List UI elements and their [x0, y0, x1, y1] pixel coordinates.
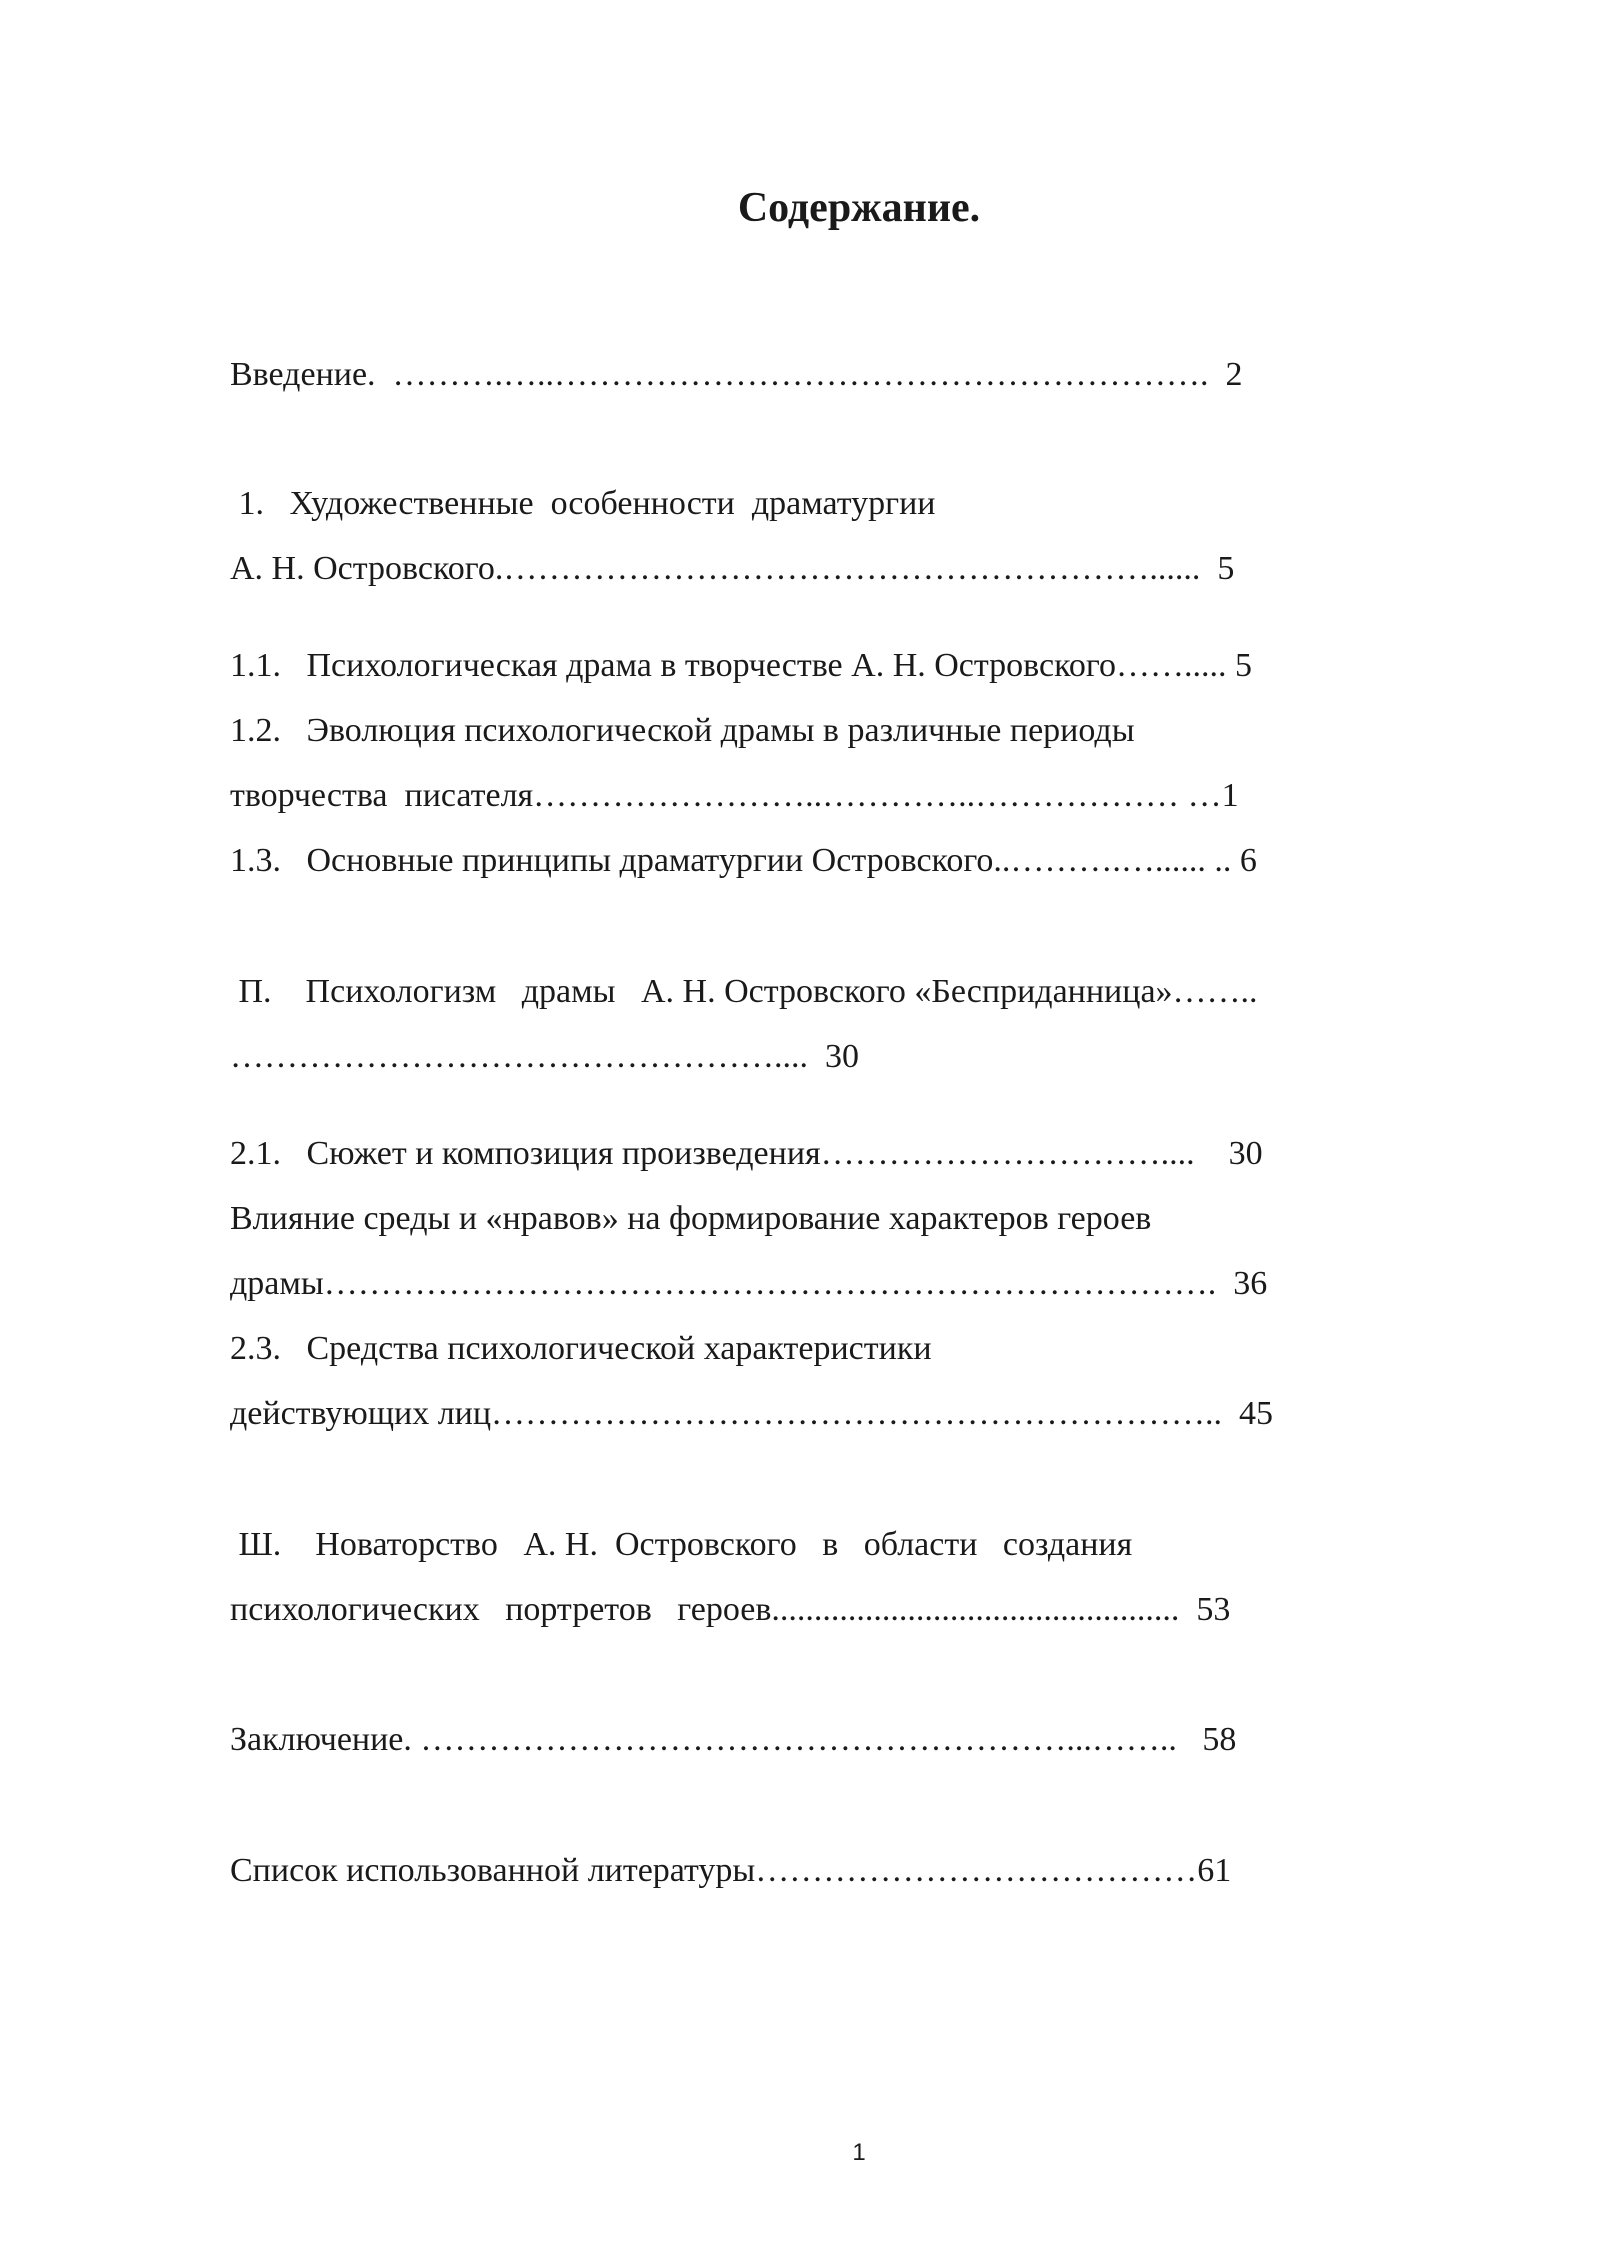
- toc-entry-section-2-2-continued: драмы……………………………………………………………………. 36: [230, 1265, 1268, 1302]
- toc-entry-section-1-1: 1.1. Психологическая драма в творчестве А. Н. Островского……..... 5: [230, 647, 1253, 684]
- toc-entry-section-1-2-title: 1.2. Эволюция психологической драмы в различные периоды: [230, 712, 1135, 749]
- toc-entry-chapter-1-continued: А. Н. Островского.…………………………………………………...... 5: [230, 550, 1235, 587]
- toc-entry-intro: Введение. ……….…..…………………………………………………. 2: [230, 356, 1243, 393]
- toc-entry-section-1-3: 1.3. Основные принципы драматургии Островского..……….…...... .. 6: [230, 842, 1257, 879]
- toc-entry-section-1-2-continued: творчества писателя……………………..…………..……………… …1: [230, 777, 1239, 814]
- toc-entry-chapter-3-title: Ш. Новаторство А. Н. Островского в области создания: [230, 1526, 1133, 1563]
- page-title: Содержание.: [737, 185, 981, 231]
- toc-entry-chapter-2-title: П. Психологизм драмы А. Н. Островского «Бесприданница»……..: [230, 973, 1258, 1010]
- page-number: 1: [852, 2139, 866, 2166]
- toc-entry-chapter-1-title: 1. Художественные особенности драматургии: [230, 485, 936, 522]
- toc-entry-chapter-2-continued: ………………………………………….... 30: [230, 1038, 859, 1075]
- toc-entry-chapter-3-continued: психологических портретов героев................................................ 53: [230, 1591, 1231, 1628]
- toc-entry-bibliography: Список использованной литературы…………………………………61: [230, 1852, 1232, 1889]
- toc-entry-section-2-2-title: Влияние среды и «нравов» на формирование характеров героев: [230, 1200, 1152, 1237]
- toc-entry-section-2-3-continued: действующих лиц……………………………………………………….. 45: [230, 1395, 1274, 1432]
- toc-entry-conclusion: Заключение. …………………………………………………...…….. 58: [230, 1721, 1237, 1758]
- toc-entry-section-2-1: 2.1. Сюжет и композиция произведения………………………….... 30: [230, 1135, 1263, 1172]
- toc-entry-section-2-3-title: 2.3. Средства психологической характеристики: [230, 1330, 932, 1367]
